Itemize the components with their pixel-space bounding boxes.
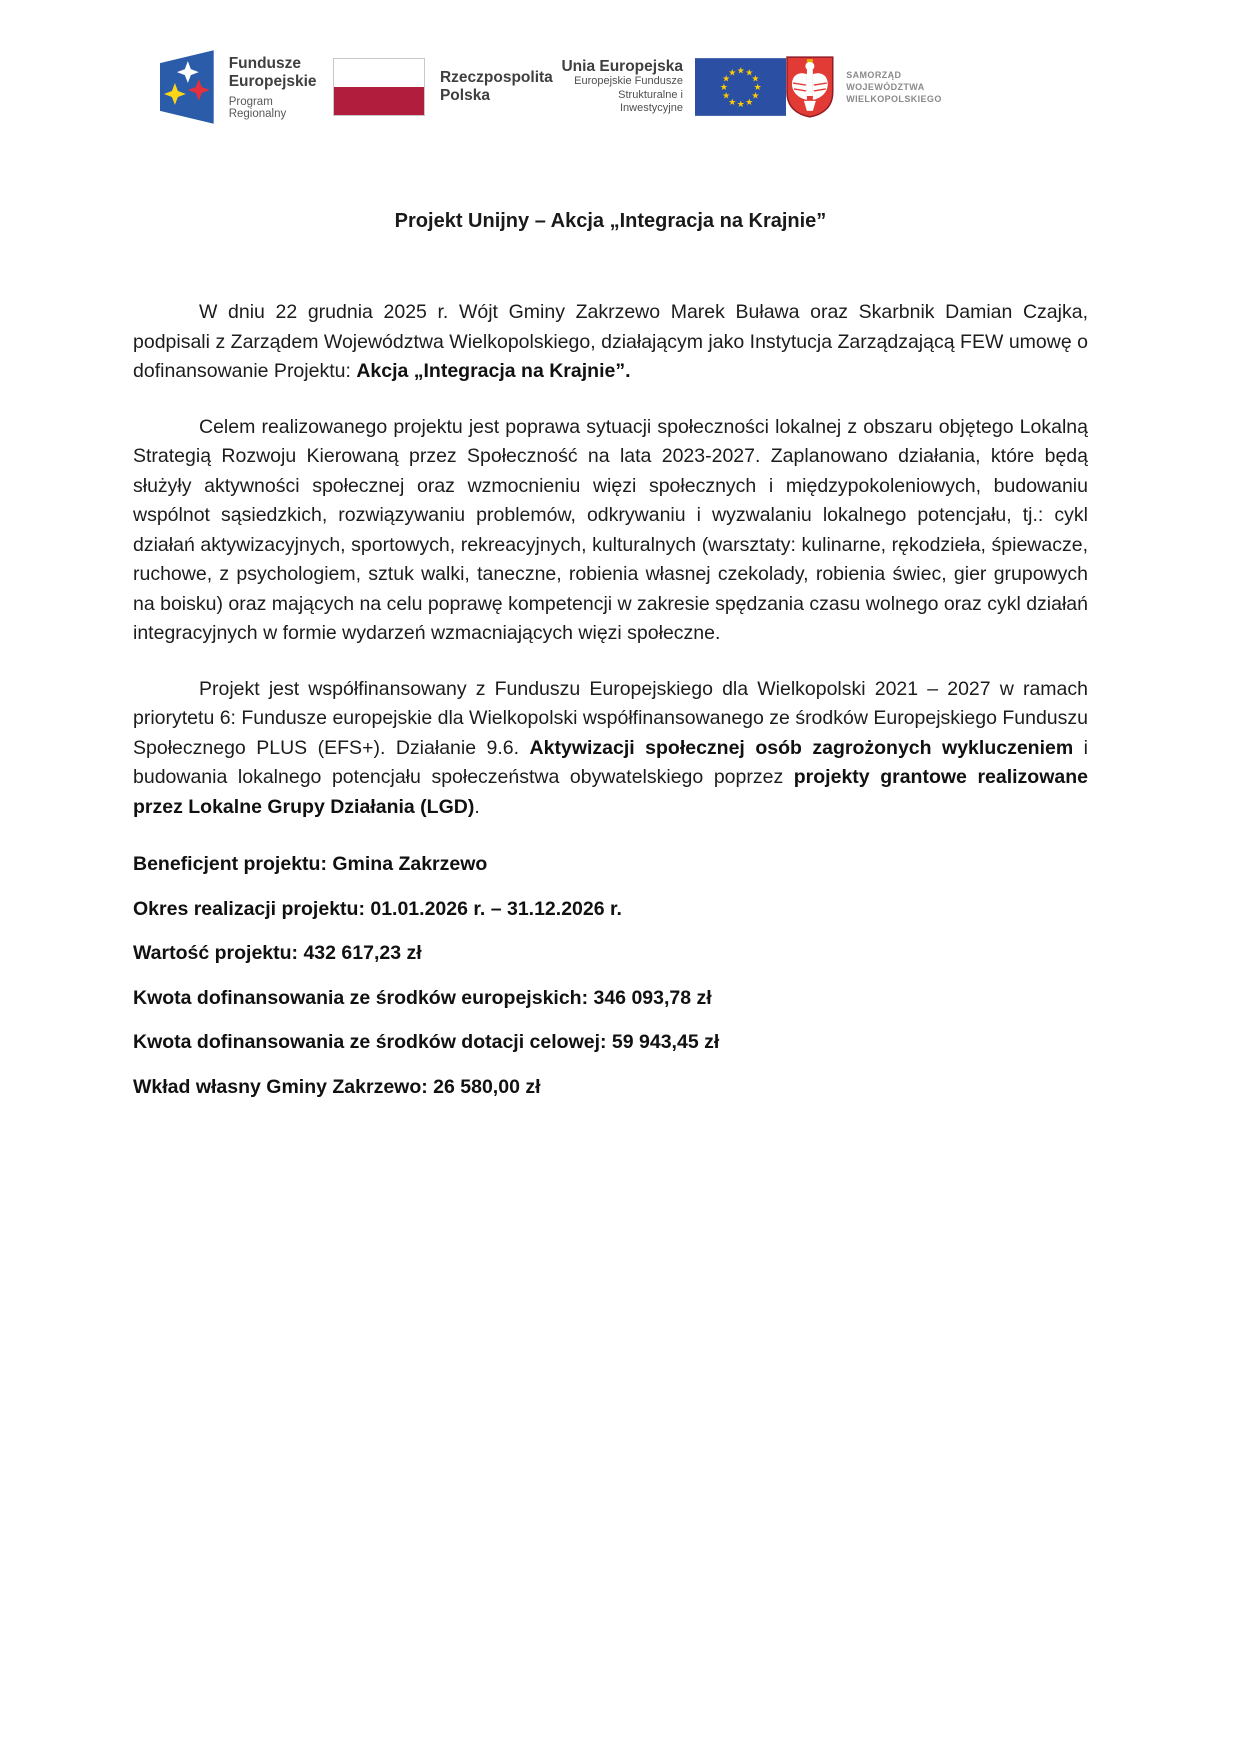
sw-logo-line2: WIELKOPOLSKIEGO xyxy=(846,94,942,104)
eu-star-icon: ★ xyxy=(728,96,737,107)
logo-unia-europejska xyxy=(553,58,787,116)
eu-star-icon: ★ xyxy=(719,82,728,93)
fact-line: Okres realizacji projektu: 01.01.2026 r. – 31.12.2026 r. xyxy=(133,897,622,920)
eagle-crown xyxy=(807,59,813,62)
eu-flag-icon xyxy=(695,58,787,116)
wielkopolska-coat-of-arms-icon xyxy=(786,56,834,118)
eu-star-icon: ★ xyxy=(736,65,745,76)
eu-star-icon: ★ xyxy=(722,90,731,101)
page-title: Projekt Unijny – Akcja „Integracja na Krajnie” xyxy=(394,210,827,233)
eu-star-icon: ★ xyxy=(736,99,745,110)
logo-samorzad-wielkopolski xyxy=(786,56,982,118)
pl-logo-line2: Polska xyxy=(439,87,490,104)
fe-logo-line1: Fundusze xyxy=(228,54,302,72)
paragraphs xyxy=(133,298,1088,822)
fact-line: Beneficjent projektu: Gmina Zakrzewo xyxy=(133,853,488,875)
fact-list xyxy=(133,850,1088,1102)
eu-logo-title: Unia Europejska xyxy=(561,58,683,76)
poland-flag-icon xyxy=(333,58,425,116)
document-body xyxy=(133,298,1088,1117)
pl-logo-line1: Rzeczpospolita xyxy=(439,69,553,86)
eu-star-icon: ★ xyxy=(751,73,760,84)
eu-star-icon: ★ xyxy=(753,82,762,93)
eu-star-icon: ★ xyxy=(745,67,754,78)
fe-logo-line2: Europejskie xyxy=(228,72,317,90)
eu-star-icon: ★ xyxy=(745,96,754,107)
fundusze-europejskie-flag-icon xyxy=(158,48,216,126)
fact-line: Wartość projektu: 432 617,23 zł xyxy=(133,942,422,964)
logo-fundusze-europejskie xyxy=(158,48,333,126)
eu-star-icon: ★ xyxy=(751,90,760,101)
fact-line: Kwota dofinansowania ze środków europejskich: 346 093,78 zł xyxy=(133,986,712,1009)
fact-line: Wkład własny Gminy Zakrzewo: 26 580,00 zł xyxy=(133,1075,541,1098)
fe-logo-subtitle: Program Regionalny xyxy=(228,95,287,120)
eu-star-icon: ★ xyxy=(722,73,731,84)
fact-line: Kwota dofinansowania ze środków dotacji celowej: 59 943,45 zł xyxy=(133,1031,720,1053)
sw-logo-line1: SAMORZĄD WOJEWÓDZTWA xyxy=(846,70,925,92)
eagle-head xyxy=(806,62,815,71)
eu-logo-subtitle1: Europejskie Fundusze xyxy=(574,75,683,88)
paragraph: W dniu 22 grudnia 2025 r. Wójt Gminy Zakrzewo Marek Buława oraz Skarbnik Damian Czajka, podpisali z Zarządem Województwa Wielkopolskiego, działającym jako Instytucja Zarządzającą FEW umowę o dofinansowanie Projektu: Akcja „Integracja na Krajnie”. xyxy=(133,301,1088,382)
logo-strip xyxy=(158,48,982,126)
paragraph: Celem realizowanego projektu jest poprawa sytuacji społeczności lokalnej z obszaru objętego Lokalną Strategią Rozwoju Kierowaną przez Społeczność na lata 2023-2027. Zaplanowano działania, które będą służyły aktywności społecznej oraz wzmocnieniu więzi społecznych i międzypokoleniowych, budowaniu wspólnot sąsiedzkich, rozwiązywaniu problemów, odkrywaniu i wyzwalaniu lokalnego potencjału, tj.: cykl działań aktywizacyjnych, sportowych, rekreacyjnych, kulturalnych (warsztaty: kulinarne, rękodzieła, śpiewacze, ruchowe, z psychologiem, sztuk walki, taneczne, robienia własnej czekolady, robienia świec, gier grupowych na boisku) oraz mających na celu poprawę kompetencji w zakresie spędzania czasu wolnego oraz cykl działań integracyjnych w formie wydarzeń wzmacniających więzi społeczne. xyxy=(133,415,1088,644)
eu-star-icon: ★ xyxy=(728,67,737,78)
eu-logo-subtitle2: Strukturalne i Inwestycyjne xyxy=(618,88,683,115)
logo-rzeczpospolita-polska xyxy=(333,58,553,116)
paragraph: Projekt jest współfinansowany z Funduszu Europejskiego dla Wielkopolski 2021 – 2027 w ramach priorytetu 6: Fundusze europejskie dla Wielkopolski współfinansowanego ze środków Europejskiego Funduszu Społecznego PLUS (EFS+). Działanie 9.6. Aktywizacji społecznej osób zagrożonych wykluczeniem i budowania lokalnego potencjału społeczeństwa obywatelskiego poprzez projekty grantowe realizowane przez Lokalne Grupy Działania (LGD). xyxy=(133,677,1088,818)
